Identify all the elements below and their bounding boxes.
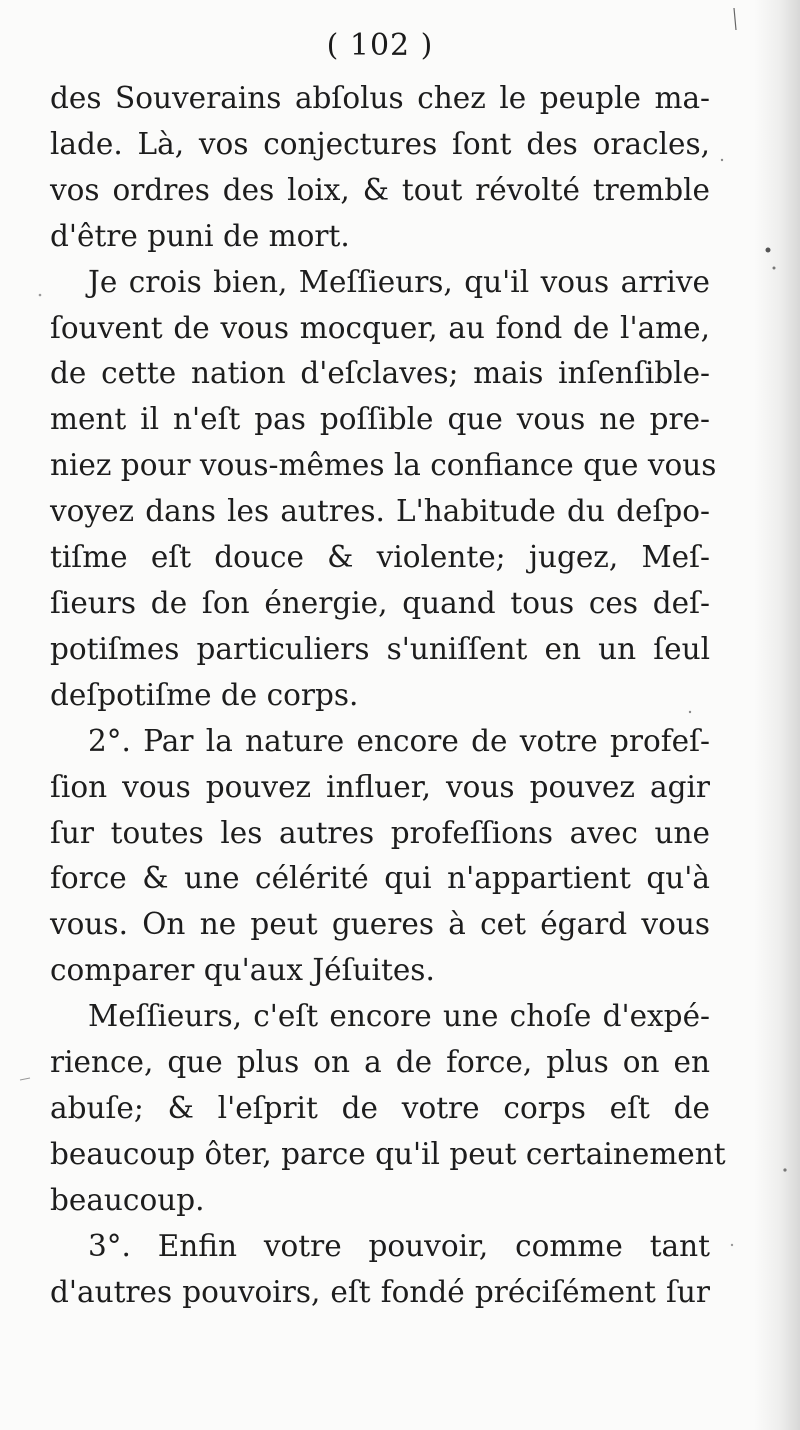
text-line: 2°. Par la nature encore de votre profeſ- bbox=[88, 723, 710, 758]
text-line: Meſſieurs, c'eſt encore une choſe d'expé- bbox=[88, 999, 710, 1034]
text-line: beaucoup. bbox=[50, 1182, 205, 1217]
text-line: des Souverains abſolus chez le peuple ma- bbox=[50, 81, 710, 115]
body-text bbox=[50, 76, 726, 1315]
text-line: voyez dans les autres. L'habitude du deſpo- bbox=[50, 494, 710, 529]
text-line: vous. On ne peut gueres à cet égard vous bbox=[50, 907, 710, 942]
text-line: ſieurs de ſon énergie, quand tous ces deſ- bbox=[50, 585, 710, 620]
text-line: vos ordres des loix, & tout révolté tremble bbox=[50, 172, 710, 207]
text-line: force & une célérité qui n'appartient qu'à bbox=[50, 861, 710, 896]
text-line: de cette nation d'eſclaves; mais inſenſible- bbox=[50, 356, 710, 391]
text-line: d'autres pouvoirs, eſt fondé préciſément ſur bbox=[50, 1274, 710, 1309]
text-line: potiſmes particuliers s'uniſſent en un ſeul bbox=[50, 631, 710, 666]
text-line: abuſe; & l'eſprit de votre corps eſt de bbox=[50, 1090, 710, 1125]
text-line: ſion vous pouvez influer, vous pouvez agir bbox=[50, 769, 710, 804]
text-line: 3°. Enfin votre pouvoir, comme tant bbox=[88, 1228, 710, 1263]
page-number: ( 102 ) bbox=[326, 28, 434, 63]
text-line: beaucoup ôter, parce qu'il peut certainement bbox=[50, 1136, 726, 1171]
text-line: niez pour vous-mêmes la confiance que vous bbox=[50, 448, 717, 483]
page-gutter-shadow bbox=[754, 0, 800, 1430]
text-line: rience, que plus on a de force, plus on en bbox=[50, 1045, 710, 1080]
text-line: ſouvent de vous mocquer, au fond de l'ame, bbox=[50, 310, 710, 345]
text-line: comparer qu'aux Jéſuites. bbox=[50, 953, 435, 988]
text-line: Je crois bien, Meſſieurs, qu'il vous arrive bbox=[88, 264, 710, 299]
text-line: d'être puni de mort. bbox=[50, 218, 350, 253]
text-line: ment il n'eſt pas poſſible que vous ne pre- bbox=[50, 402, 710, 437]
text-line: ſur toutes les autres profeſſions avec une bbox=[50, 815, 710, 850]
text-line: tiſme eſt douce & violente; jugez, Meſ- bbox=[50, 540, 710, 575]
text-line: deſpotiſme de corps. bbox=[50, 677, 359, 712]
text-line: lade. Là, vos conjectures ſont des oracles, bbox=[50, 126, 710, 161]
